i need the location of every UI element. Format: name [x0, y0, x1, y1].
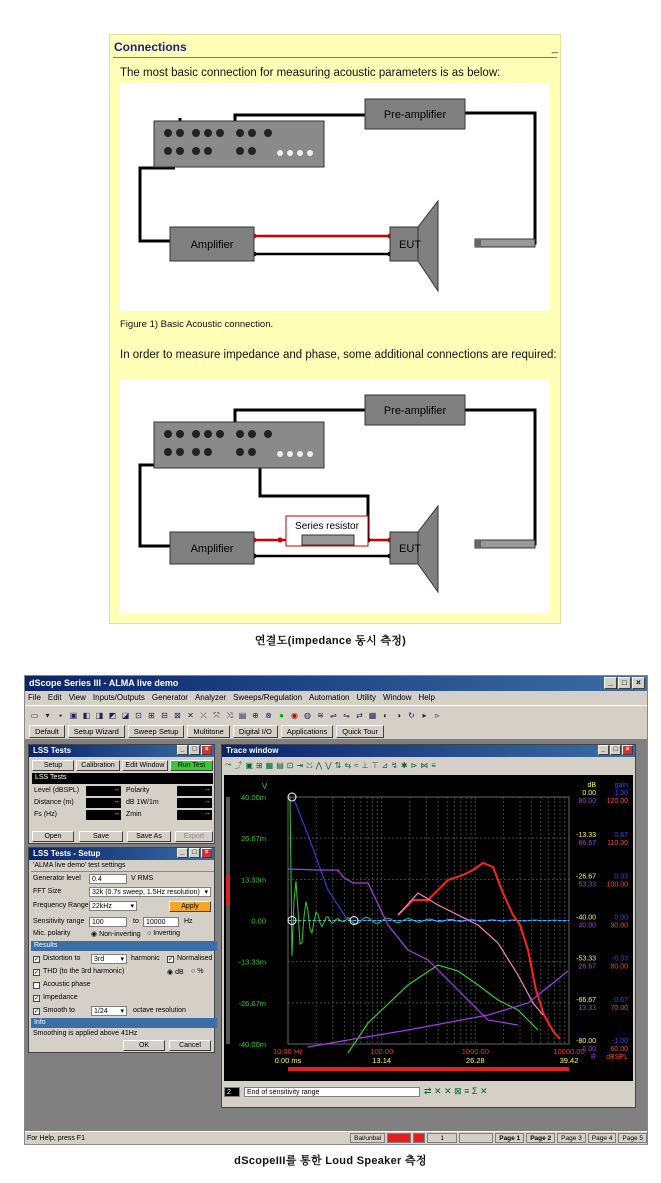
- maximize-button[interactable]: □: [618, 677, 631, 689]
- gain-header: gain: [614, 782, 628, 789]
- preset-button-row: [25, 724, 647, 740]
- trace-tool-icon[interactable]: ⇆: [344, 760, 352, 770]
- toolbar-tool-icon[interactable]: ↻: [408, 710, 415, 720]
- preset-digital-i-o-button[interactable]: Digital I/O: [233, 725, 278, 738]
- distortion-checkbox[interactable]: ✓: [34, 957, 40, 963]
- preset-multitone-button[interactable]: Multitone: [187, 725, 229, 738]
- toolbar-tool-icon[interactable]: ⤨: [226, 710, 233, 720]
- db-value: --: [177, 798, 212, 808]
- count-field: 1: [427, 1133, 457, 1143]
- trace-tool-icon[interactable]: ▣: [245, 760, 253, 770]
- menu-utility[interactable]: Utility: [356, 693, 377, 702]
- harmonic-label: harmonic: [131, 955, 160, 962]
- menu-sweeps-regulation[interactable]: Sweeps/Regulation: [233, 693, 303, 702]
- trace-tool-icon[interactable]: ⊳: [410, 760, 418, 770]
- toolbar-tool-icon[interactable]: ⊟: [161, 710, 168, 720]
- db-header: dB: [587, 782, 596, 789]
- toolbar-tool-icon[interactable]: ◑: [396, 710, 401, 720]
- page-2-tab[interactable]: Page 2: [526, 1133, 555, 1143]
- trace-tool-icon[interactable]: ⊿: [381, 760, 389, 770]
- toolbar-tool-icon[interactable]: ⊞: [148, 710, 155, 720]
- right-tick-c: 66.67: [578, 840, 596, 848]
- freq-range-select[interactable]: [89, 901, 137, 911]
- figure1-caption: Figure 1) Basic Acoustic connection.: [120, 319, 274, 330]
- distortion-value: 3rd: [94, 956, 105, 963]
- trace-index-field: 2: [224, 1087, 240, 1097]
- menu-inputs-outputs[interactable]: Inputs/Outputs: [92, 693, 145, 702]
- fs-label: Fs (Hz): [34, 811, 57, 818]
- trace-tool-icon[interactable]: ✱: [400, 760, 408, 770]
- gen-level-input[interactable]: 0.4: [89, 874, 127, 884]
- right-tick-gain: 0.00: [614, 914, 628, 922]
- run-test-button[interactable]: Run Test: [170, 760, 213, 771]
- apply-button[interactable]: Apply: [169, 901, 211, 912]
- toolbar: [25, 705, 647, 724]
- setup-title: LSS Tests - Setup: [33, 849, 101, 858]
- trace-title: Trace window: [226, 746, 279, 755]
- lss-max-button[interactable]: □: [189, 745, 200, 755]
- impedance-label: Impedance: [43, 994, 78, 1001]
- toolbar-tool-icon[interactable]: ▣: [69, 710, 78, 720]
- smooth-select[interactable]: [91, 1006, 127, 1016]
- trace-tool-icon[interactable]: ▦: [265, 760, 274, 770]
- right-tick-gain: -0.67: [612, 996, 628, 1004]
- preamp-label: Pre-amplifier: [383, 109, 447, 121]
- chevron-down-icon: ▾: [130, 903, 134, 910]
- right-tick-db: -13.33: [576, 832, 596, 840]
- gen-level-label: Generator level: [33, 875, 81, 882]
- trace-tool-icon[interactable]: ⤩: [306, 760, 313, 769]
- db-sub: 0.00: [582, 790, 596, 797]
- sensitivity-unit: Hz: [184, 918, 193, 925]
- toolbar-tool-icon[interactable]: ◨: [95, 710, 104, 720]
- toolbar-tool-icon[interactable]: ●: [279, 710, 284, 720]
- mdi-workspace: [25, 739, 647, 1131]
- mic-polarity-label: Mic. polarity: [33, 930, 71, 937]
- right-tick-gain: 0.67: [614, 832, 628, 840]
- toolbar-tool-icon[interactable]: ◪: [121, 710, 130, 720]
- fft-size-label: FFT Size: [33, 888, 62, 895]
- toolbar-tool-icon[interactable]: ⇋: [343, 710, 350, 720]
- distance-label: Distance (m): [34, 799, 74, 806]
- toolbar-tool-icon[interactable]: ◉: [291, 710, 298, 720]
- right-tick-gain: 0.33: [614, 873, 628, 881]
- zmin-label: Zmin: [126, 811, 142, 818]
- trace-tool-icon[interactable]: ⋈: [420, 760, 429, 770]
- dscope-app-window: [24, 675, 648, 1145]
- trace-tool-icon[interactable]: ⤴: [234, 760, 243, 770]
- percent-radio[interactable]: ○ %: [191, 968, 204, 975]
- menu-automation[interactable]: Automation: [309, 693, 350, 702]
- close-button[interactable]: ×: [632, 677, 645, 689]
- trace-tool-icon[interactable]: ⊞: [255, 760, 263, 770]
- toolbar-tool-icon[interactable]: ⇄: [356, 710, 363, 720]
- polarity-label: Polarity: [126, 787, 150, 794]
- fft-size-value: 32k (0.7s sweep, 1.5Hz resolution): [92, 889, 200, 896]
- tab-edit-window[interactable]: Edit Window: [122, 760, 168, 771]
- right-bottom-b: -1.00: [612, 1038, 628, 1045]
- right-tick-db: -66.67: [576, 996, 596, 1004]
- trace-plot[interactable]: [224, 775, 633, 1081]
- y-tick-label: -26.67m: [238, 998, 266, 1008]
- right-tick-d: 100.00: [606, 881, 628, 889]
- trace-tool-icon[interactable]: ⊤: [371, 760, 379, 770]
- acoustic-phase-checkbox[interactable]: [33, 982, 40, 989]
- right-tick-d: 70.00: [610, 1004, 628, 1012]
- lss-min-button[interactable]: _: [177, 745, 188, 755]
- menu-file[interactable]: File: [28, 693, 41, 702]
- menu-bar: [25, 691, 647, 705]
- x-freq-label: 100.00: [370, 1047, 394, 1056]
- trace-status-icons[interactable]: ⇄ ✕ ✕ ⊠ ≡ Σ ✕: [424, 1086, 488, 1096]
- x-time-label: 39.42: [559, 1056, 579, 1065]
- freq-range-label: Frequency Range: [33, 902, 89, 909]
- v-axis-unit: V: [262, 782, 268, 791]
- thd-label: THD (to the 3rd harmonic): [43, 968, 125, 975]
- toolbar-tool-icon[interactable]: ⤧: [213, 710, 220, 720]
- resistor-label: Series resistor: [295, 521, 359, 532]
- out-indicator: [387, 1133, 411, 1143]
- export-button[interactable]: Export: [175, 831, 213, 842]
- bal-unbal-field: Bal/unbal: [350, 1133, 385, 1143]
- y-tick-label: -13.33m: [238, 957, 266, 967]
- db-radio[interactable]: ◉ dB: [167, 969, 184, 976]
- save-button[interactable]: Save: [79, 831, 123, 842]
- menu-analyzer[interactable]: Analyzer: [194, 693, 227, 702]
- right-bottom-r: R: [590, 1054, 596, 1061]
- menu-generator[interactable]: Generator: [151, 693, 188, 702]
- right-tick-c: 40.00: [578, 922, 596, 930]
- trace-tool-icon[interactable]: ⋀: [315, 760, 323, 770]
- trace-tool-icon[interactable]: ▤: [276, 760, 284, 770]
- page-4-tab[interactable]: Page 4: [588, 1133, 617, 1143]
- x-time-label: 0.00 ms: [274, 1056, 302, 1065]
- toolbar-tool-icon[interactable]: ⊗: [265, 710, 272, 720]
- x-scroll-bar: [288, 1067, 569, 1071]
- chevron-down-icon: ▾: [120, 1008, 124, 1015]
- lss-tests-title: LSS Tests: [33, 746, 72, 755]
- trace-message-field: End of sensitivity range: [244, 1087, 420, 1097]
- trace-tool-icon[interactable]: ⊥: [361, 760, 369, 770]
- y-tick-label: 40.00m: [240, 793, 266, 802]
- right-bottom-c: 0.00: [582, 1046, 596, 1053]
- toolbar-tool-icon[interactable]: ⊠: [174, 710, 181, 720]
- results-section: Results: [31, 941, 217, 951]
- y-scroll-thumb: [226, 875, 230, 905]
- smooth-value: 1/24: [94, 1008, 108, 1015]
- right-tick-d: 110.00: [607, 840, 628, 848]
- blank-field: [459, 1133, 493, 1143]
- right-tick-db: -53.33: [576, 955, 596, 963]
- toolbar-tool-icon[interactable]: ◩: [108, 710, 117, 720]
- menu-window[interactable]: Window: [383, 693, 412, 702]
- sensitivity-label: Sensitivity range: [33, 918, 85, 925]
- setup-min-button[interactable]: _: [177, 848, 188, 858]
- toolbar-tool-icon[interactable]: ◍: [304, 710, 311, 720]
- lss-setup-window: [28, 847, 215, 1053]
- gen-level-unit: V RMS: [131, 875, 154, 882]
- toolbar-tool-icon[interactable]: ▦: [368, 710, 377, 720]
- toolbar-tool-icon[interactable]: ▤: [238, 710, 247, 720]
- menu-help[interactable]: Help: [418, 693, 435, 702]
- normalised-checkbox[interactable]: ✓: [168, 957, 174, 963]
- trace-tool-icon[interactable]: ⇅: [334, 760, 342, 770]
- setup-close-button[interactable]: ×: [201, 848, 212, 858]
- mic-opt1-label: Non-inverting: [99, 931, 141, 938]
- amplifier-label-2: Amplifier: [190, 543, 234, 555]
- chevron-down-icon: ▾: [120, 956, 124, 963]
- figure-impedance-connection: [120, 380, 550, 613]
- trace-tool-icon[interactable]: ⇥: [296, 760, 304, 770]
- lss-tests-titlebar: [29, 745, 214, 757]
- toolbar-tool-icon[interactable]: ▪: [59, 710, 62, 720]
- right-tick-d: 80.00: [610, 963, 628, 971]
- help-text: For Help, press F1: [27, 1134, 85, 1142]
- divider: [113, 57, 557, 58]
- toolbar-tool-icon[interactable]: ▸: [422, 710, 427, 720]
- figure-basic-connection: [120, 83, 550, 311]
- minimize-button[interactable]: _: [604, 677, 617, 689]
- preset-applications-button[interactable]: Applications: [281, 725, 333, 738]
- open-button[interactable]: Open: [32, 831, 74, 842]
- polarity-value: --: [177, 786, 212, 796]
- right-top-a: 80.00: [578, 798, 596, 805]
- y-tick-label: 26.67m: [240, 834, 266, 844]
- trace-toolbar: [222, 757, 635, 773]
- octave-label: octave resolution: [133, 1007, 186, 1014]
- trace-tool-icon[interactable]: ≈: [354, 760, 359, 770]
- db-radio-label: dB: [175, 969, 184, 976]
- right-tick-c: 26.67: [578, 963, 596, 971]
- page-1-tab[interactable]: Page 1: [495, 1133, 524, 1143]
- plot-background: [224, 775, 633, 1081]
- intro-text: The most basic connection for measuring acoustic parameters is as below:: [120, 67, 501, 79]
- amplifier-label: Amplifier: [190, 239, 234, 251]
- level-label: Level (dBSPL): [34, 787, 80, 794]
- toolbar-tool-icon[interactable]: ▾: [45, 710, 50, 720]
- trace-titlebar: [222, 745, 635, 757]
- trace-tool-icon[interactable]: ≡: [431, 760, 436, 770]
- right-tick-gain: -0.33: [612, 955, 628, 963]
- toolbar-tool-icon[interactable]: ⇌: [330, 710, 337, 720]
- right-top-b: 120.00: [606, 798, 628, 805]
- connections-panel: [109, 34, 561, 624]
- app-title: dScope Series III - ALMA live demo: [29, 678, 179, 688]
- toolbar-tool-icon[interactable]: ▹: [435, 710, 440, 720]
- eut-label-2: EUT: [399, 543, 421, 555]
- distortion-select[interactable]: [91, 954, 127, 964]
- sensitivity-to-label: to: [133, 918, 139, 925]
- toolbar-tool-icon[interactable]: ◐: [383, 710, 388, 720]
- menu-view[interactable]: View: [68, 693, 86, 702]
- trace-statusbar: [224, 1084, 633, 1102]
- info-text: Smoothing is applied above 41Hz: [33, 1030, 138, 1037]
- toolbar-tool-icon[interactable]: ⊕: [252, 710, 259, 720]
- right-tick-d: 90.00: [610, 922, 628, 930]
- trace-max-button[interactable]: □: [610, 745, 621, 755]
- ok-button[interactable]: OK: [123, 1040, 165, 1051]
- toolbar-tool-icon[interactable]: ⊡: [135, 710, 142, 720]
- status-bar: [25, 1131, 647, 1144]
- toolbar-tool-icon[interactable]: ◧: [82, 710, 91, 720]
- db-label: dB 1W/1m: [126, 799, 159, 806]
- x-time-label: 26.28: [465, 1056, 485, 1065]
- preamp-label-2: Pre-amplifier: [383, 405, 447, 417]
- trace-tool-icon[interactable]: ⊡: [286, 760, 294, 770]
- trace-tool-icon[interactable]: ⋁: [325, 760, 332, 770]
- minimize-icon[interactable]: _: [551, 42, 558, 54]
- x-freq-label: 10.00 Hz: [272, 1047, 304, 1056]
- zmin-value: --: [177, 810, 212, 820]
- korean-caption-2: dScopeIII를 통한 Loud Speaker 측정: [234, 1155, 427, 1167]
- mic-opt2-label: Inverting: [153, 930, 181, 937]
- gain-sub: 1.00: [614, 790, 628, 797]
- impedance-intro: In order to measure impedance and phase, some additional connections are required:: [120, 349, 557, 361]
- trace-tool-icon[interactable]: ⤳: [225, 760, 232, 769]
- trace-close-button[interactable]: ×: [622, 745, 633, 755]
- lss-header: LSS Tests: [35, 774, 67, 781]
- toolbar-tool-icon[interactable]: ⤫: [200, 710, 207, 720]
- preset-sweep-setup-button[interactable]: Sweep Setup: [128, 725, 185, 738]
- freq-range-value: 22kHz: [92, 903, 112, 910]
- korean-caption-1: 연결도(impedance 동시 측정): [254, 635, 407, 647]
- acoustic-phase-label: Acoustic phase: [43, 981, 91, 988]
- eut-label: EUT: [399, 239, 421, 251]
- level-value: --: [86, 786, 121, 796]
- x-freq-label: 10000.00: [553, 1047, 585, 1056]
- app-titlebar: [25, 676, 647, 691]
- smooth-checkbox[interactable]: ✓: [34, 1009, 40, 1015]
- mic-noninverting-radio[interactable]: ◉ Non-inverting: [91, 931, 141, 938]
- save-as-button[interactable]: Save As: [127, 831, 171, 842]
- right-bottom-a: -80.00: [576, 1038, 596, 1045]
- setup-titlebar: [29, 848, 214, 860]
- page-3-tab[interactable]: Page 3: [557, 1133, 586, 1143]
- lss-tests-window: [28, 744, 215, 844]
- impedance-checkbox[interactable]: ✓: [34, 996, 40, 1002]
- x-time-label: 13.14: [372, 1056, 392, 1065]
- preset-default-button[interactable]: Default: [29, 725, 65, 738]
- right-tick-c: 13.33: [578, 1004, 596, 1012]
- x-freq-label: 1000.00: [461, 1047, 489, 1056]
- mic-inverting-radio[interactable]: ○ Inverting: [147, 930, 181, 937]
- toolbar-tool-icon[interactable]: ✕: [187, 710, 194, 720]
- distortion-label: Distortion to: [43, 955, 81, 962]
- chevron-down-icon: ▾: [204, 889, 208, 896]
- right-tick-db: -40.00: [576, 914, 596, 922]
- tab-setup[interactable]: Setup: [32, 760, 74, 771]
- y-tick-label: 0.00: [251, 916, 266, 926]
- right-tick-c: 53.33: [578, 881, 596, 889]
- y-tick-label: 13.33m: [240, 875, 266, 885]
- setup-max-button[interactable]: □: [189, 848, 200, 858]
- toolbar-tool-icon[interactable]: ▭: [30, 710, 39, 720]
- distance-value: --: [86, 798, 121, 808]
- smooth-label: Smooth to: [43, 1007, 75, 1014]
- preset-quick-tour-button[interactable]: Quick Tour: [336, 725, 384, 738]
- lss-close-button[interactable]: ×: [201, 745, 212, 755]
- sensitivity-to-input[interactable]: 10000: [143, 917, 179, 927]
- right-bottom-d: 60.00: [610, 1046, 628, 1053]
- thd-checkbox[interactable]: ✓: [34, 970, 40, 976]
- normalised-label: Normalised: [177, 955, 213, 962]
- fft-size-select[interactable]: [89, 887, 211, 897]
- percent-radio-label: %: [197, 968, 204, 975]
- preset-setup-wizard-button[interactable]: Setup Wizard: [68, 725, 125, 738]
- right-bottom-unit: dBSPL: [606, 1054, 628, 1061]
- right-tick-db: -26.67: [576, 873, 596, 881]
- trace-window: [221, 744, 636, 1108]
- fs-value: --: [86, 810, 121, 820]
- in-indicator: [413, 1133, 425, 1143]
- cancel-button[interactable]: Cancel: [169, 1040, 211, 1051]
- section-title: Connections: [114, 40, 187, 54]
- trace-min-button[interactable]: _: [598, 745, 609, 755]
- menu-edit[interactable]: Edit: [47, 693, 62, 702]
- test-settings-label: 'ALMA live demo' test settings: [33, 862, 126, 869]
- trace-tool-icon[interactable]: ↯: [391, 760, 398, 770]
- tab-calibration[interactable]: Calibration: [76, 760, 120, 771]
- info-section: Info: [31, 1018, 217, 1028]
- toolbar-tool-icon[interactable]: ≋: [317, 710, 324, 720]
- sensitivity-from-input[interactable]: 100: [89, 917, 127, 927]
- y-tick-label: -40.00m: [238, 1040, 266, 1049]
- page-5-tab[interactable]: Page 5: [618, 1133, 647, 1143]
- y-scroll: [226, 797, 230, 1044]
